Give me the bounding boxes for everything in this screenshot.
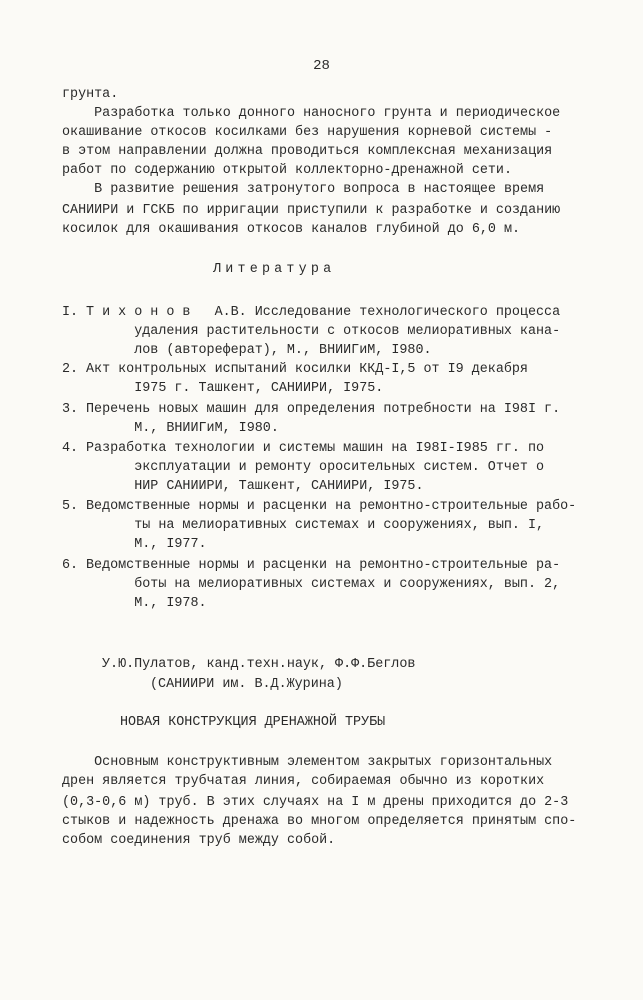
text-line: (0,3-0,6 м) труб. В этих случаях на I м дрены приходится до 2-3 [62,795,569,810]
reference-number: 4. [62,441,79,456]
reference-line: М., I978. [86,596,207,611]
text-line: косилок для окашивания откосов каналов глубиной до 6,0 м. [62,222,521,237]
text-line: стыков и надежность дренажа во многом определяется принятым спо- [62,814,577,829]
text-line: Основным конструктивным элементом закрытых горизонтальных [62,755,553,770]
text-line: в этом направлении должна проводиться комплексная механизация [62,144,553,159]
reference-line: М., ВНИИГиМ, I980. [86,421,279,436]
text-line: грунта. [62,87,119,102]
reference-line: Ведомственные нормы и расценки на ремонтно-строительные рабо- [86,499,577,514]
article-affiliation: (САНИИРИ им. В.Д.Журина) [150,677,343,692]
reference-line: удаления растительности с откосов мелиоративных кана- [86,324,561,339]
text-line: В развитие решения затронутого вопроса в настоящее время [62,182,545,197]
reference-line: Т и х о н о в А.В. Исследование технологического процесса [86,305,561,320]
text-line: окашивание откосов косилками без нарушения корневой системы - [62,125,553,140]
text-line: САНИИРИ и ГСКБ по ирригации приступили к разработке и созданию [62,203,561,218]
text-line: Разработка только донного наносного грунта и периодическое [62,106,561,121]
reference-number: 3. [62,402,79,417]
article-authors: У.Ю.Пулатов, канд.техн.наук, Ф.Ф.Беглов [102,657,416,672]
text-line: собом соединения труб между собой. [62,833,336,848]
reference-line: ты на мелиоративных системах и сооружениях, вып. I, [86,518,545,533]
reference-line: эксплуатации и ремонту оросительных систем. Отчет о [86,460,545,475]
text-line: работ по содержанию открытой коллекторно-дренажной сети. [62,163,512,178]
article-title: НОВАЯ КОНСТРУКЦИЯ ДРЕНАЖНОЙ ТРУБЫ [120,715,386,730]
reference-number: 6. [62,558,79,573]
literature-heading: Литература [213,262,336,277]
reference-line: НИР САНИИРИ, Ташкент, САНИИРИ, I975. [86,479,424,494]
reference-line: Перечень новых машин для определения потребности на I98I г. [86,402,561,417]
reference-line: М., I977. [86,537,207,552]
reference-line: лов (автореферат), М., ВНИИГиМ, I980. [86,343,432,358]
text-line: дрен является трубчатая линия, собираемая обычно из коротких [62,774,545,789]
reference-line: Разработка технологии и системы машин на I98I-I985 гг. по [86,441,545,456]
reference-number: 5. [62,499,79,514]
reference-line: Акт контрольных испытаний косилки ККД-I,5 от I9 декабря [86,362,528,377]
page-number: 28 [313,58,330,74]
reference-line: боты на мелиоративных системах и сооружениях, вып. 2, [86,577,561,592]
reference-number: 2. [62,362,79,377]
reference-line: Ведомственные нормы и расценки на ремонтно-строительные ра- [86,558,561,573]
reference-number: I. [62,305,79,320]
reference-line: I975 г. Ташкент, САНИИРИ, I975. [86,381,384,396]
